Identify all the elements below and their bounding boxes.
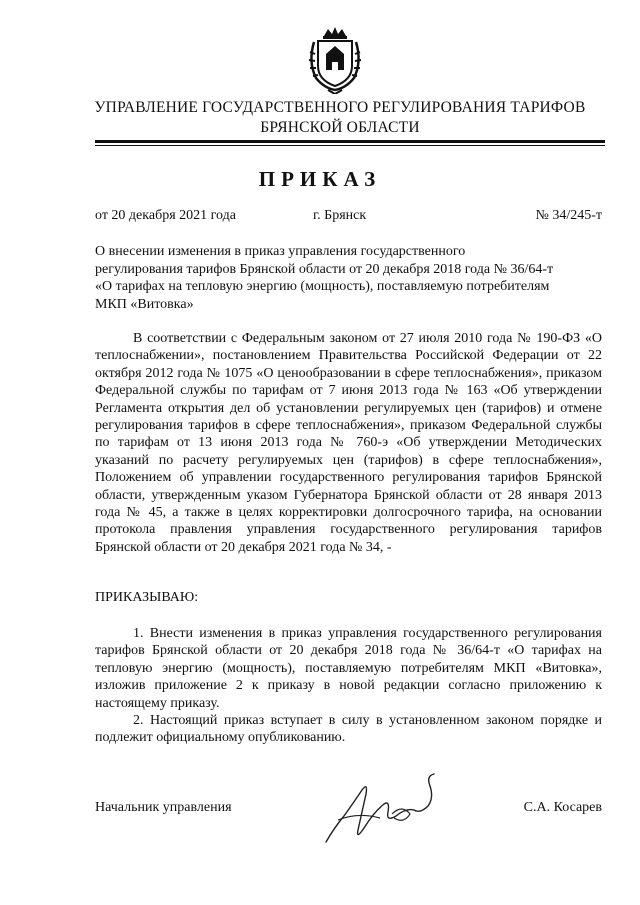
order-word: ПРИКАЗЫВАЮ: — [95, 590, 199, 605]
document-city: г. Брянск — [313, 208, 367, 223]
signatory-name: С.А. Косарев — [523, 800, 602, 815]
header-rule-thick — [95, 140, 605, 143]
handwritten-signature-icon — [318, 768, 448, 848]
document-number: № 34/245-т — [535, 208, 602, 223]
document-subject: О внесении изменения в приказ управления государственного регулирования тарифов Брянской области от 20 декабря 2018 года № 36/64-т «О тарифах на тепловую энергию (мощность), поставляемую потребителям МКП «Витовка» — [95, 244, 554, 312]
document-title: ПРИКАЗ — [258, 167, 382, 191]
header-rule-thin — [95, 145, 605, 146]
organization-name-line2: БРЯНСКОЙ ОБЛАСТИ — [260, 119, 420, 136]
coat-of-arms-emblem-icon — [306, 26, 364, 94]
organization-name-line1: УПРАВЛЕНИЕ ГОСУДАРСТВЕННОГО РЕГУЛИРОВАНИЯ ТАРИФОВ — [94, 99, 586, 116]
signatory-position: Начальник управления — [95, 800, 232, 815]
document-date: от 20 декабря 2021 года — [95, 208, 236, 223]
order-item-2: 2. Настоящий приказ вступает в силу в установленном законом порядке и подлежит официальному опубликованию. — [95, 713, 602, 746]
preamble-paragraph: В соответствии с Федеральным законом от 27 июля 2010 года № 190-ФЗ «О теплоснабжении», постановлением Правительства Российской Федерации от 22 октября 2012 года № 1075 «О ценообразовании в сфере теплоснабжения», приказом Федеральной службы по тарифам от 7 июня 2013 года № 163 «Об утверждении Регламента открытия дел об установлении регулируемых цен (тарифов) и отмене регулирования тарифов в сфере теплоснабжения», приказом Федеральной службы по тарифам от 13 июня 2013 года № 760-э «Об утверждении Методических указаний по расчету регулируемых цен (тарифов) в сфере теплоснабжения», Положением об управлении государственного регулирования тарифов Брянской области, утвержденным указом Губернатора Брянской области от 28 января 2013 года № 45, а также в целях корректировки долгосрочного тарифа, на основании протокола правления управления государственного регулирования тарифов Брянской области от 20 декабря 2021 года № 34, - — [95, 331, 602, 555]
order-item-1: 1. Внести изменения в приказ управления государственного регулирования тарифов Брянской области от 20 декабря 2018 года № 36/64-т «О тарифах на тепловую энергию (мощность), поставляемую потребителям МКП «Витовка», изложив приложение 2 к приказу в новой редакции согласно приложению к настоящему приказу. — [95, 626, 602, 711]
